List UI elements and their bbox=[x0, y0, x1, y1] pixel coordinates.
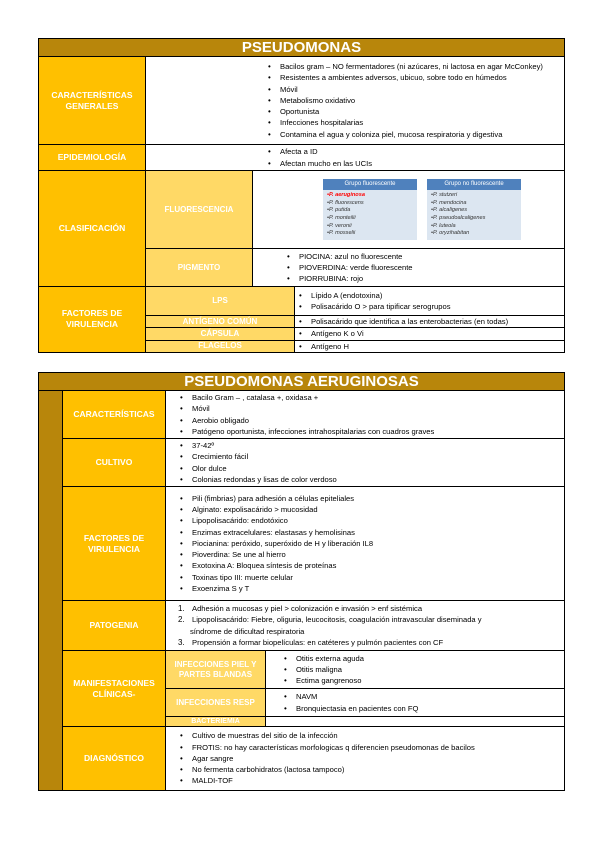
grupo-no-fluorescente-box bbox=[427, 179, 521, 240]
section-body-caracteristicas bbox=[166, 391, 565, 439]
species-list bbox=[323, 190, 417, 240]
resp-body bbox=[266, 689, 565, 717]
section-label-factores: FACTORES DE VIRULENCIA bbox=[39, 287, 146, 353]
list-item: • PIORRUBINA: rojo bbox=[283, 273, 564, 284]
section-body-caracteristicas bbox=[146, 57, 565, 145]
list-item: • FROTIS: no hay características morfologicas q diferencien pseudomonas de bacilos bbox=[176, 742, 564, 753]
list-item: • Contamina el agua y coloniza piel, mucosa respiratoria y digestiva bbox=[264, 129, 564, 140]
sublabel-fluorescencia: FLUORESCENCIA bbox=[146, 171, 253, 249]
sublabel-resp: INFECCIONES RESP bbox=[166, 689, 266, 717]
species-item: • P. mosselii bbox=[327, 230, 413, 238]
section-label-factores: FACTORES DE VIRULENCIA bbox=[63, 487, 166, 601]
list-item: • Pioverdina: Se une al hierro bbox=[176, 549, 564, 560]
bullet-list bbox=[295, 316, 564, 327]
species-item: • P. oryzihabitan bbox=[431, 230, 517, 238]
list-item: • Exotoxina A: Bloquea síntesis de proteínas bbox=[176, 560, 564, 571]
section-body-diagnostico bbox=[166, 727, 565, 791]
list-item: • Metabolismo oxidativo bbox=[264, 95, 564, 106]
list-item: • Infecciones hospitalarias bbox=[264, 117, 564, 128]
list-item: • Lipopolisacárido: endotóxico bbox=[176, 515, 564, 526]
list-item: • Antígeno H bbox=[295, 341, 564, 352]
numbered-item bbox=[176, 637, 564, 648]
list-item: • Aerobio obligado bbox=[176, 415, 564, 426]
sublabel-piel: INFECCIONES PIEL Y PARTES BLANDAS bbox=[166, 651, 266, 689]
table-title: PSEUDOMONAS AERUGINOSAS bbox=[39, 373, 565, 391]
numbered-item-text: Lipopolisacárido: Fiebre, oliguria, leucocitosis, coagulación intravascular diseminada y bbox=[192, 615, 482, 625]
bullet-list bbox=[166, 730, 564, 786]
fluorescence-figure bbox=[253, 171, 565, 249]
species-item: • P. luteola bbox=[431, 223, 517, 231]
list-item: • Cultivo de muestras del sitio de la infección bbox=[176, 730, 564, 741]
bullet-list bbox=[295, 341, 564, 352]
section-label-cultivo: CULTIVO bbox=[63, 439, 166, 487]
species-item: • P. veronii bbox=[327, 223, 413, 231]
bullet-list bbox=[266, 691, 564, 714]
section-body-cultivo bbox=[166, 439, 565, 487]
list-item: • Alginato: expolisacárido > mucosidad bbox=[176, 504, 564, 515]
section-label-clasificacion: CLASIFICACIÓN bbox=[39, 171, 146, 287]
table-pseudomonas-aeruginosas bbox=[38, 372, 565, 791]
species-item: • P. stutzeri bbox=[431, 192, 517, 200]
section-label-patogenia: PATOGENIA bbox=[63, 601, 166, 651]
section-body-patogenia bbox=[166, 601, 565, 651]
numbered-item-continuation: síndrome de dificultad respiratoria bbox=[190, 626, 305, 636]
list-item: • Olor dulce bbox=[176, 463, 564, 474]
list-item: • NAVM bbox=[280, 691, 564, 702]
list-item: • Ectima gangrenoso bbox=[280, 675, 564, 686]
bullet-list bbox=[166, 392, 564, 437]
list-item: • Toxinas tipo III: muerte celular bbox=[176, 572, 564, 583]
lps-body bbox=[295, 287, 565, 316]
list-item: • Agar sangre bbox=[176, 753, 564, 764]
species-list bbox=[427, 190, 521, 240]
piel-body bbox=[266, 651, 565, 689]
list-item: • Bacilo Gram – , catalasa +, oxidasa + bbox=[176, 392, 564, 403]
list-item: • Enzimas extracelulares: elastasas y hemolisinas bbox=[176, 527, 564, 538]
sublabel-bacteriemia: BACTERIEMIA bbox=[166, 717, 266, 727]
list-item: • 37-42º bbox=[176, 440, 564, 451]
list-item: • Crecimiento fácil bbox=[176, 451, 564, 462]
list-item: • PIOCINA: azul no fluorescente bbox=[283, 251, 564, 262]
patogenia-list bbox=[166, 603, 564, 648]
list-item: • Polisacárido O > para tipificar serogrupos bbox=[295, 301, 564, 312]
numbered-item bbox=[176, 614, 564, 625]
bullet-list bbox=[166, 440, 564, 485]
numbered-item-text: Adhesión a mucosas y piel > colonización e invasión > enf sistémica bbox=[192, 603, 423, 613]
species-item: • P. alcaligenes bbox=[431, 207, 517, 215]
bullet-list bbox=[166, 493, 564, 595]
list-item: • Lípido A (endotoxina) bbox=[295, 290, 564, 301]
list-item: • Colonias redondas y lisas de color verdoso bbox=[176, 474, 564, 485]
list-item: • Otitis maligna bbox=[280, 664, 564, 675]
species-item: • P. pseudoalcaligenes bbox=[431, 215, 517, 223]
numbered-item bbox=[176, 603, 564, 614]
list-item: • MALDI-TOF bbox=[176, 775, 564, 786]
table-pseudomonas bbox=[38, 38, 565, 353]
list-item: • Afectan mucho en las UCIs bbox=[264, 158, 564, 169]
pigmento-body bbox=[253, 249, 565, 287]
species-item: • P. monteilii bbox=[327, 215, 413, 223]
list-item: • Piocianina: peróxido, superóxido de H y liberación IL8 bbox=[176, 538, 564, 549]
species-item: • P. mendocina bbox=[431, 200, 517, 208]
section-label-diagnostico: DIAGNÓSTICO bbox=[63, 727, 166, 791]
list-item: • Oportunista bbox=[264, 106, 564, 117]
left-gold-bar bbox=[39, 391, 63, 791]
sublabel-lps: LPS bbox=[146, 287, 295, 316]
list-item: • Pili (fimbrias) para adhesión a células epiteliales bbox=[176, 493, 564, 504]
list-item: • Polisacárido que identifica a las enterobacterias (en todas) bbox=[295, 316, 564, 327]
section-body-epidemiologia bbox=[146, 145, 565, 171]
species-item: • P. fluorescens bbox=[327, 200, 413, 208]
capsula-body bbox=[295, 328, 565, 340]
table-title: PSEUDOMONAS bbox=[39, 39, 565, 57]
species-item: • P. aeruginosa bbox=[327, 192, 413, 200]
bullet-list bbox=[295, 290, 564, 313]
bullet-list bbox=[266, 653, 564, 687]
section-label-caracteristicas: CARACTERÍSTICAS GENERALES bbox=[39, 57, 146, 145]
section-label-manifestaciones: MANIFESTACIONES CLÍNICAS- bbox=[63, 651, 166, 727]
species-item: • P. putida bbox=[327, 207, 413, 215]
list-item: • Bacilos gram – NO fermentadores (ni azúcares, ni lactosa en agar McConkey) bbox=[264, 61, 564, 72]
list-item: • Afecta a ID bbox=[264, 146, 564, 157]
list-item: • No fermenta carbohidratos (lactosa tampoco) bbox=[176, 764, 564, 775]
list-item: • Antígeno K o Vi bbox=[295, 328, 564, 339]
antigeno-body bbox=[295, 316, 565, 328]
section-body-factores bbox=[166, 487, 565, 601]
grupo-no-fluorescente-header: Grupo no fluorescente bbox=[427, 179, 521, 190]
bullet-list bbox=[146, 61, 564, 140]
list-item: • Otitis externa aguda bbox=[280, 653, 564, 664]
sublabel-capsula: CÁPSULA bbox=[146, 328, 295, 340]
bacteriemia-body bbox=[266, 717, 565, 727]
list-item: • PIOVERDINA: verde fluorescente bbox=[283, 262, 564, 273]
list-item: • Móvil bbox=[176, 403, 564, 414]
list-item: • Móvil bbox=[264, 84, 564, 95]
list-item: • Patógeno oportunista, infecciones intrahospitalarias con cuadros graves bbox=[176, 426, 564, 437]
grupo-fluorescente-header: Grupo fluorescente bbox=[323, 179, 417, 190]
numbered-item-text: Propensión a formar biopelículas: en catéteres y pulmón pacientes con CF bbox=[192, 637, 444, 647]
flagelos-body bbox=[295, 340, 565, 352]
list-item: • Exoenzima S y T bbox=[176, 583, 564, 594]
list-item: • Bronquiectasia en pacientes con FQ bbox=[280, 703, 564, 714]
list-item: • Resistentes a ambientes adversos, ubicuo, sobre todo en húmedos bbox=[264, 72, 564, 83]
section-label-epidemiologia: EPIDEMIOLOGÍA bbox=[39, 145, 146, 171]
bullet-list bbox=[146, 146, 564, 169]
section-label-caracteristicas: CARACTERÍSTICAS bbox=[63, 391, 166, 439]
sublabel-antigeno-comun: ANTÍGENO COMÚN bbox=[146, 316, 295, 328]
sublabel-flagelos: FLAGELOS bbox=[146, 340, 295, 352]
sublabel-pigmento: PIGMENTO bbox=[146, 249, 253, 287]
bullet-list bbox=[253, 251, 564, 285]
grupo-fluorescente-box bbox=[323, 179, 417, 240]
bullet-list bbox=[295, 328, 564, 339]
